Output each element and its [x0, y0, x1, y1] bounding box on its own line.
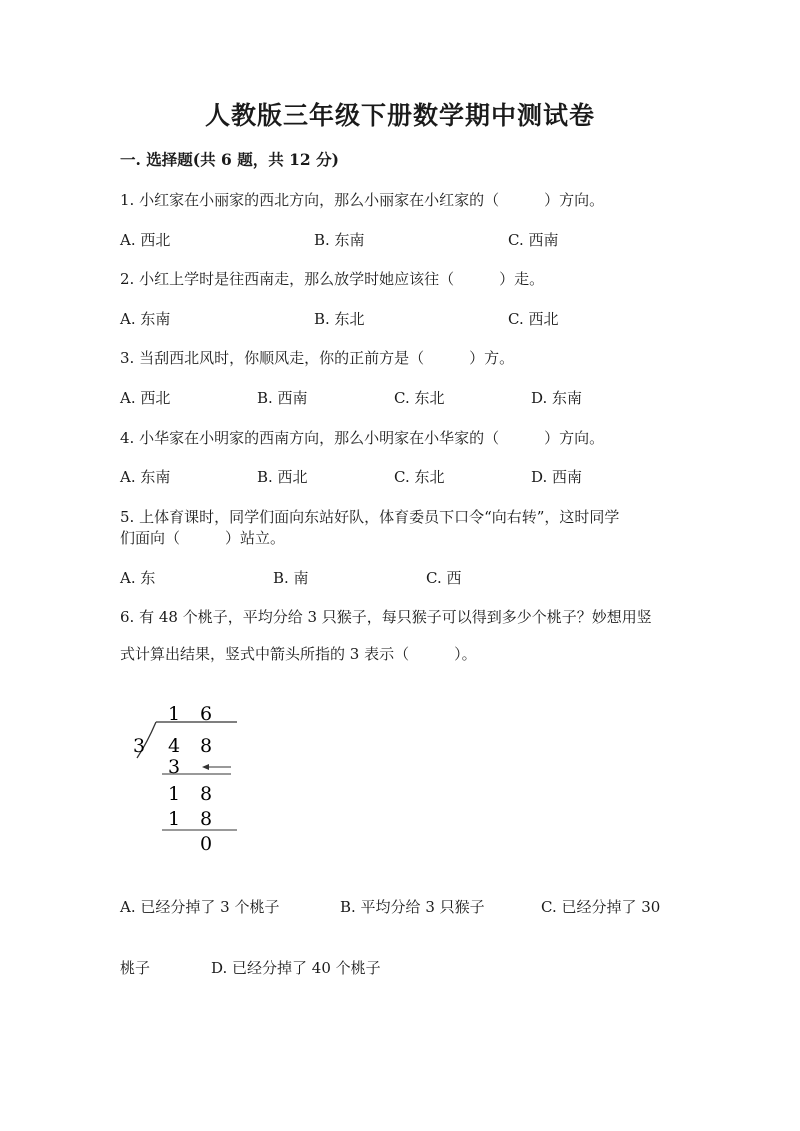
q6-option-b: B. 平均分给 3 只猴子	[340, 898, 485, 916]
question-5-text-line2: 们面向（ ）站立。	[120, 529, 286, 547]
question-6-text-line1: 6. 有 48 个桃子，平均分给 3 只猴子，每只猴子可以得到多少个桃子？妙想用竖	[120, 608, 652, 626]
q5-option-a: A. 东	[120, 569, 156, 587]
step-3-digit-1: 1	[167, 808, 181, 830]
question-6-text-line2: 式计算出结果，竖式中箭头所指的 3 表示（ ）。	[120, 645, 477, 663]
question-4-text: 4. 小华家在小明家的西南方向，那么小明家在小华家的（ ）方向。	[120, 429, 605, 447]
q6-option-c: C. 已经分掉了 30	[541, 898, 661, 916]
q4-option-d: D. 西南	[531, 468, 583, 486]
question-2-text: 2. 小红上学时是往西南走，那么放学时她应该往（ ）走。	[120, 270, 545, 288]
q2-option-a: A. 东南	[120, 310, 171, 328]
quotient-digit-2: 6	[199, 703, 213, 725]
q1-option-b: B. 东南	[314, 231, 365, 249]
arrow-head-icon	[202, 764, 209, 770]
q1-option-c: C. 西南	[508, 231, 559, 249]
q3-option-a: A. 西北	[120, 389, 171, 407]
q4-option-a: A. 东南	[120, 468, 171, 486]
quotient-digit-1: 1	[167, 703, 181, 725]
step-3-digit-2: 8	[199, 808, 213, 830]
divisor: 3	[132, 735, 146, 757]
q4-option-c: C. 东北	[394, 468, 445, 486]
remainder-digit: 0	[199, 833, 213, 855]
q6-option-c-continued: 桃子	[120, 959, 151, 977]
q5-option-c: C. 西	[426, 569, 462, 587]
q4-option-b: B. 西北	[257, 468, 308, 486]
q3-option-b: B. 西南	[257, 389, 308, 407]
q3-option-d: D. 东南	[531, 389, 583, 407]
q5-option-b: B. 南	[273, 569, 309, 587]
question-1-text: 1. 小红家在小丽家的西北方向，那么小丽家在小红家的（ ）方向。	[120, 191, 605, 209]
q6-option-d: D. 已经分掉了 40 个桃子	[211, 959, 381, 977]
question-3-text: 3. 当刮西北风时，你顺风走，你的正前方是（ ）方。	[120, 349, 515, 367]
q2-option-c: C. 西北	[508, 310, 559, 328]
step-2-digit-1: 1	[167, 783, 181, 805]
question-5-text-line1: 5. 上体育课时，同学们面向东站好队，体育委员下口令“向右转”，这时同学	[120, 508, 620, 526]
dividend-digit-2: 8	[199, 735, 213, 757]
q2-option-b: B. 东北	[314, 310, 365, 328]
q6-option-a: A. 已经分掉了 3 个桃子	[120, 898, 280, 916]
step-2-digit-2: 8	[199, 783, 213, 805]
step-1-digit: 3	[167, 756, 181, 778]
q1-option-a: A. 西北	[120, 231, 171, 249]
long-division-figure	[125, 695, 250, 860]
section-heading: 一. 选择题(共 6 题，共 12 分)	[120, 150, 339, 169]
q3-option-c: C. 东北	[394, 389, 445, 407]
dividend-digit-1: 4	[167, 735, 181, 757]
page-title: 人教版三年级下册数学期中测试卷	[204, 101, 595, 130]
